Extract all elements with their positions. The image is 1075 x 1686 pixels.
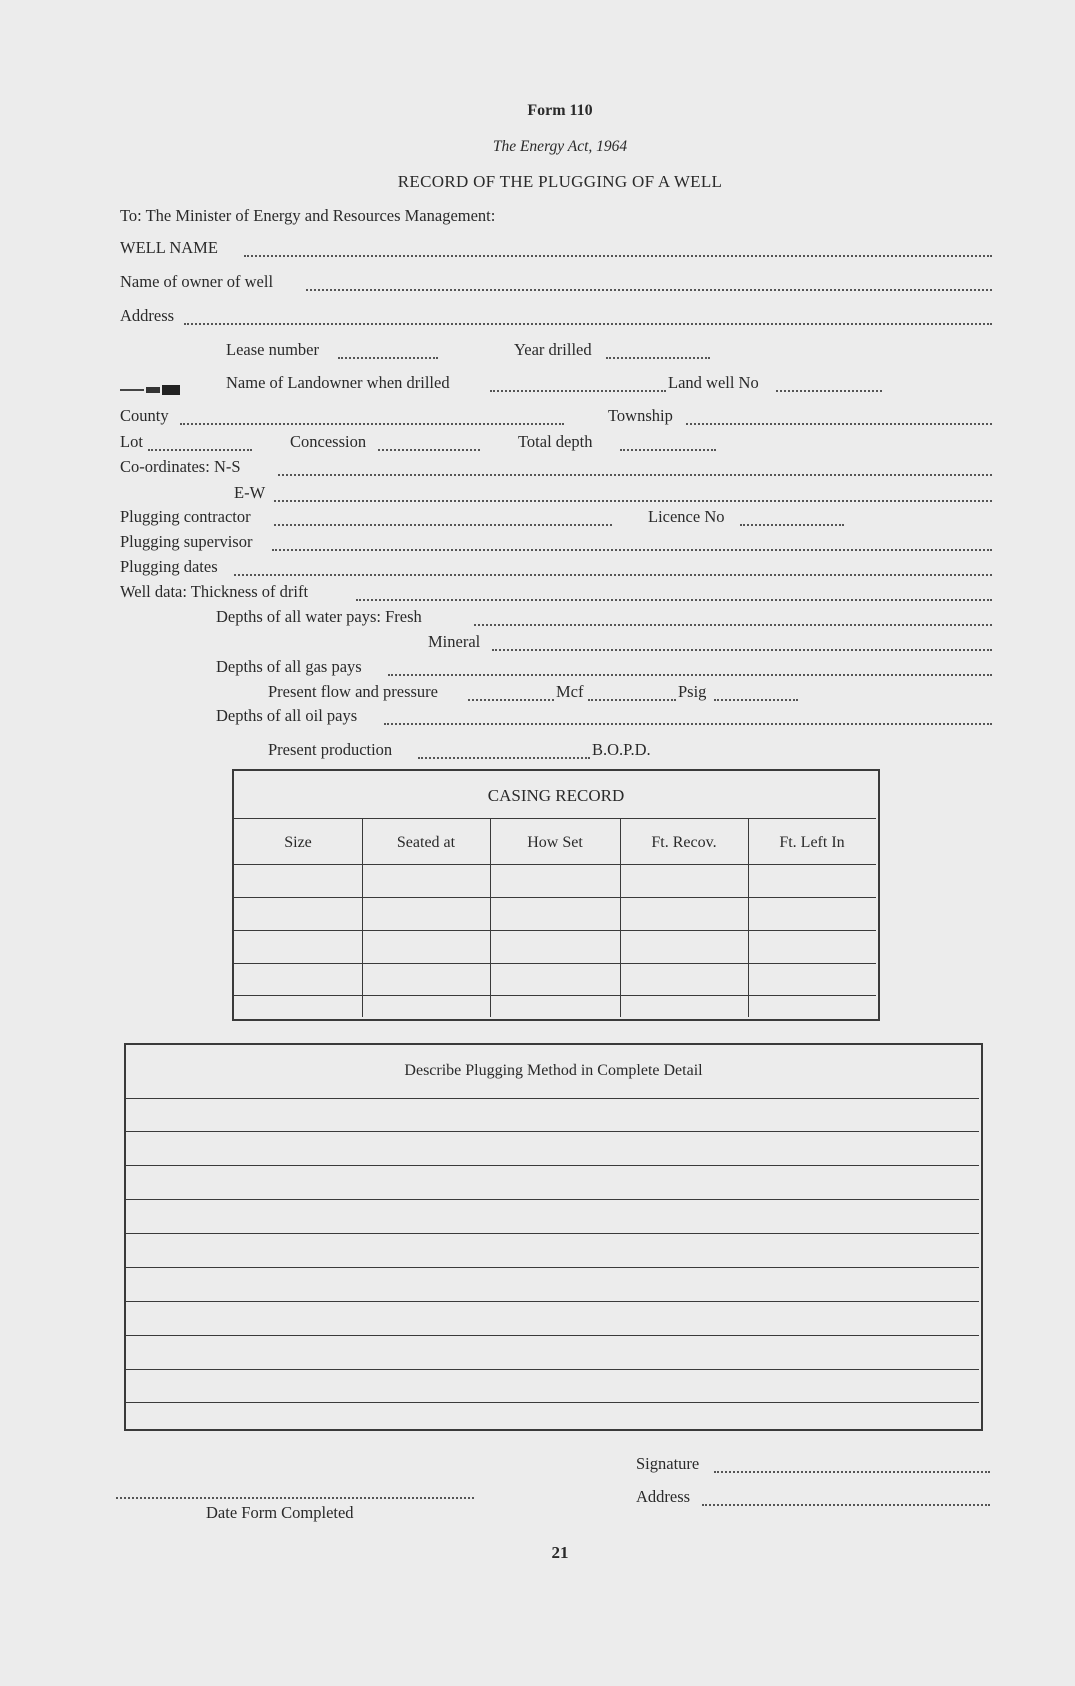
writing-line (126, 1369, 979, 1370)
plugging-contractor-field[interactable] (274, 514, 612, 526)
column-header-ft-recov: Ft. Recov. (651, 834, 717, 851)
date-completed-field[interactable] (116, 1487, 474, 1499)
total-depth-field[interactable] (620, 439, 716, 451)
concession-label: Concession (290, 432, 367, 451)
licence-no-label: Licence No (648, 507, 725, 526)
coordinates-ew-label: E-W (234, 483, 266, 502)
township-field[interactable] (686, 413, 992, 425)
year-drilled-field[interactable] (606, 347, 710, 359)
writing-line (126, 1098, 979, 1099)
table-rule (234, 930, 876, 931)
casing-record-title: CASING RECORD (487, 786, 625, 805)
owner-label: Name of owner of well (120, 272, 274, 291)
present-production-field[interactable] (418, 747, 590, 759)
date-completed-label: Date Form Completed (206, 1503, 354, 1522)
writing-line (126, 1165, 979, 1166)
psig-field[interactable] (714, 689, 798, 701)
form-number: Form 110 (527, 102, 593, 119)
plugging-supervisor-label: Plugging supervisor (120, 532, 253, 551)
well-name-label: WELL NAME (120, 238, 218, 257)
land-well-no-label: Land well No (668, 373, 759, 392)
coordinates-ns-field[interactable] (278, 464, 992, 476)
writing-line (126, 1335, 979, 1336)
landowner-label: Name of Landowner when drilled (226, 373, 450, 392)
act-title: The Energy Act, 1964 (492, 138, 628, 155)
writing-line (126, 1402, 979, 1403)
footer-address-field[interactable] (702, 1494, 990, 1506)
landowner-field[interactable] (490, 380, 666, 392)
page-number: 21 (551, 1543, 569, 1562)
plugging-dates-field[interactable] (234, 564, 992, 576)
total-depth-label: Total depth (518, 432, 593, 451)
table-rule (234, 995, 876, 996)
table-rule (234, 963, 876, 964)
plugging-contractor-label: Plugging contractor (120, 507, 251, 526)
present-production-label: Present production (268, 740, 393, 759)
plugging-supervisor-field[interactable] (272, 539, 992, 551)
casing-record-table (232, 769, 880, 1021)
writing-line (126, 1199, 979, 1200)
ink-smudge-mark (120, 385, 182, 395)
gas-pays-field[interactable] (388, 664, 992, 676)
coordinates-ns-label: Co-ordinates: N-S (120, 457, 241, 476)
county-label: County (120, 406, 169, 425)
bopd-label: B.O.P.D. (592, 740, 651, 759)
table-rule (234, 897, 876, 898)
water-pays-mineral-label: Mineral (428, 632, 481, 651)
lease-number-field[interactable] (338, 347, 438, 359)
column-header-ft-left-in: Ft. Left In (779, 834, 845, 851)
plugging-dates-label: Plugging dates (120, 557, 218, 576)
address-field[interactable] (184, 313, 992, 325)
column-header-size: Size (284, 834, 312, 851)
water-pays-mineral-field[interactable] (492, 639, 992, 651)
plugging-method-box[interactable] (124, 1043, 983, 1431)
drift-thickness-field[interactable] (356, 589, 992, 601)
concession-field[interactable] (378, 439, 480, 451)
oil-pays-label: Depths of all oil pays (216, 706, 358, 725)
mcf-field[interactable] (588, 689, 676, 701)
lot-label: Lot (120, 432, 143, 451)
well-name-field[interactable] (244, 245, 992, 257)
plugging-method-title: Describe Plugging Method in Complete Detail (404, 1062, 703, 1079)
oil-pays-field[interactable] (384, 713, 992, 725)
lot-field[interactable] (148, 439, 252, 451)
licence-no-field[interactable] (740, 514, 844, 526)
land-well-no-field[interactable] (776, 380, 882, 392)
owner-field[interactable] (306, 279, 992, 291)
page-title: RECORD OF THE PLUGGING OF A WELL (397, 172, 723, 191)
addressee-line: To: The Minister of Energy and Resources Management: (120, 206, 496, 225)
water-pays-fresh-label: Depths of all water pays: Fresh (216, 607, 422, 626)
year-drilled-label: Year drilled (514, 340, 592, 359)
address-label: Address (120, 306, 175, 325)
column-header-how-set: How Set (527, 834, 583, 851)
column-header-seated-at: Seated at (396, 834, 456, 851)
table-rule (234, 864, 876, 865)
writing-line (126, 1301, 979, 1302)
writing-line (126, 1233, 979, 1234)
present-flow-label: Present flow and pressure (268, 682, 438, 701)
water-pays-fresh-field[interactable] (474, 614, 992, 626)
county-field[interactable] (180, 413, 564, 425)
psig-label: Psig (678, 682, 707, 701)
signature-label: Signature (636, 1454, 700, 1473)
lease-number-label: Lease number (226, 340, 319, 359)
writing-line (126, 1131, 979, 1132)
table-rule (234, 818, 876, 819)
signature-field[interactable] (714, 1461, 990, 1473)
coordinates-ew-field[interactable] (274, 490, 992, 502)
gas-pays-label: Depths of all gas pays (216, 657, 362, 676)
township-label: Township (608, 406, 673, 425)
writing-line (126, 1267, 979, 1268)
mcf-label: Mcf (556, 682, 584, 701)
footer-address-label: Address (636, 1487, 691, 1506)
present-flow-field[interactable] (468, 689, 554, 701)
well-data-drift-label: Well data: Thickness of drift (120, 582, 309, 601)
